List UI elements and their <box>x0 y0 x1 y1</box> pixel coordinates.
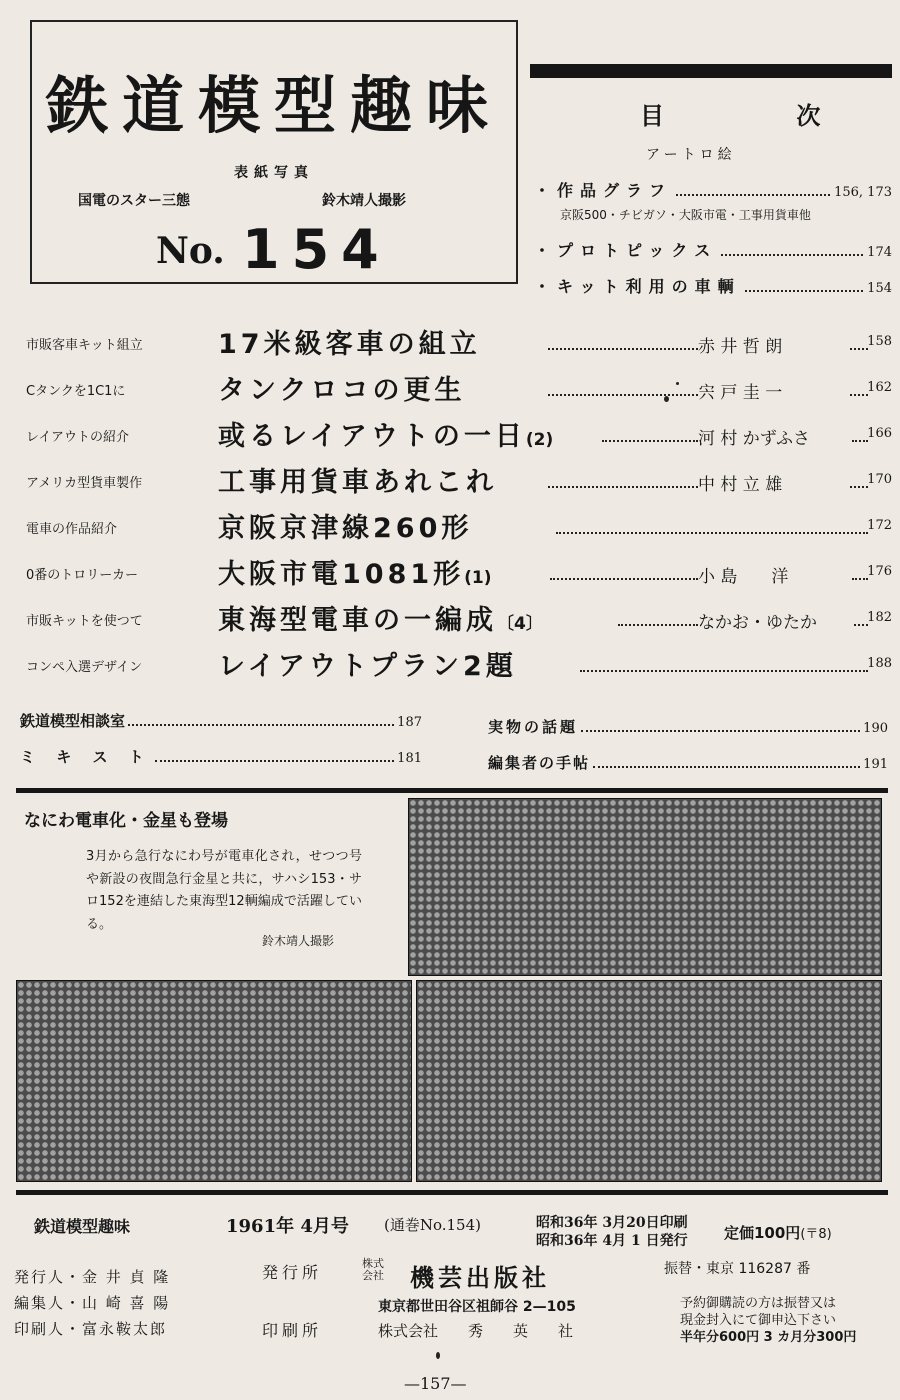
leader-dots <box>548 484 698 488</box>
article-page: 158 <box>867 334 892 349</box>
contents-subheading: アートロ絵 <box>646 147 736 163</box>
article-series: レイアウトの紹介 <box>26 430 129 445</box>
leader-dots <box>548 392 698 396</box>
section-divider <box>16 788 888 793</box>
magazine-title: 鉄道模型趣味 <box>45 69 502 142</box>
printer-name: 株式会社 秀 英 社 <box>378 1322 574 1340</box>
train-photo <box>416 980 882 1182</box>
leader-dots <box>128 715 394 726</box>
masthead-box <box>30 20 518 284</box>
contents-item <box>534 238 892 258</box>
article-row <box>20 460 892 500</box>
article-page: 182 <box>867 610 892 625</box>
article-page: 188 <box>867 656 892 671</box>
furikae-account: 振替・東京 116287 番 <box>664 1261 811 1277</box>
leader-dots <box>618 622 698 626</box>
leader-dots <box>854 622 868 626</box>
article-series: 市販キットを使つて <box>26 614 143 629</box>
contents-item <box>534 178 892 198</box>
article-author: 宍 戸 圭 一 <box>698 383 783 403</box>
article-series: 電車の作品紹介 <box>26 522 118 537</box>
contents-item-page: 156, 173 <box>834 185 892 200</box>
article-page: 162 <box>867 380 892 395</box>
article-series: 市販客車キット組立 <box>26 338 143 353</box>
article-title: 東海型電車の一編成〔4〕 <box>218 605 543 636</box>
misc-item-page: 191 <box>863 757 888 772</box>
leader-dots <box>850 484 868 488</box>
subscription-note: 予約御購読の方は振替又は <box>680 1296 837 1311</box>
colophon-issue: 1961年 4月号 <box>226 1216 349 1237</box>
article-title: 工事用貨車あれこれ <box>218 467 497 498</box>
article-page: 172 <box>867 518 892 533</box>
article-row <box>20 644 892 684</box>
misc-item-label: ミ キ ス ト <box>20 748 152 766</box>
printer-label: 印刷所 <box>262 1321 323 1340</box>
publisher-name: 機芸出版社 <box>410 1264 550 1292</box>
train-photo <box>16 980 412 1182</box>
article-title: タンクロコの更生 <box>218 375 466 406</box>
article-series: Cタンクを1C1に <box>26 384 126 399</box>
article-title: 大阪市電1081形(1) <box>218 559 492 590</box>
misc-item <box>20 746 422 766</box>
issue-prefix: No. <box>156 230 225 272</box>
publisher-address: 東京都世田谷区祖師谷 2—105 <box>378 1299 576 1315</box>
article-row <box>20 322 892 362</box>
editor-person: 編集人・山 崎 喜 陽 <box>14 1294 171 1312</box>
article-author: 河 村 かずふさ <box>698 429 810 449</box>
publisher-label: 発行所 <box>262 1263 323 1282</box>
article-series: 0番のトロリーカー <box>26 568 139 583</box>
misc-item <box>488 716 888 736</box>
article-row <box>20 552 892 592</box>
graph-detail: 京阪500・チビガソ・大阪市電・工事用貨車他 <box>560 208 811 222</box>
contents-bar <box>530 64 892 78</box>
print-speck <box>664 396 669 402</box>
leader-dots <box>852 438 868 442</box>
colophon-price: 定価100円(〒8) <box>724 1224 832 1242</box>
subscription-price: 半年分600円 3 カ月分300円 <box>680 1330 857 1345</box>
feature-body: 3月から急行なにわ号が電車化され，せつつ号や新設の夜間急行金星と共に，サハシ153・サロ152を連結した東海型12輌編成で活躍している。 <box>86 849 362 932</box>
misc-item <box>488 752 888 772</box>
leader-dots <box>721 244 863 256</box>
cover-photo-label: 表紙写真 <box>234 165 314 181</box>
misc-item-label: 編集者の手帖 <box>488 754 591 772</box>
contents-item <box>534 274 892 294</box>
leader-dots <box>155 751 395 762</box>
contents-item-label: ・プロトピックス <box>534 241 718 260</box>
leader-dots <box>580 668 868 672</box>
leader-dots <box>850 392 868 396</box>
publisher-person: 発行人・金 井 貞 隆 <box>14 1268 171 1286</box>
article-title: 17米級客車の組立 <box>218 329 481 360</box>
cover-caption: 国電のスター三態 <box>78 193 190 209</box>
publisher-corp-mark: 株式会社 <box>362 1257 384 1282</box>
misc-item-page: 181 <box>397 751 422 766</box>
leader-dots <box>676 184 830 196</box>
colophon-publish-date: 昭和36年 4月 1 日発行 <box>536 1233 688 1249</box>
article-title: レイアウトプラン2題 <box>218 651 517 682</box>
issue-number: 154 <box>242 218 391 281</box>
article-author: 中 村 立 雄 <box>698 475 783 495</box>
misc-item-page: 190 <box>863 721 888 736</box>
misc-item-label: 実物の話題 <box>488 718 579 736</box>
leader-dots <box>850 346 868 350</box>
misc-item-page: 187 <box>397 715 422 730</box>
leader-dots <box>745 280 863 292</box>
contents-heading: 目 次 <box>640 102 883 130</box>
article-row <box>20 414 892 454</box>
subscription-note: 現金封入にて御申込下さい <box>680 1313 837 1328</box>
feature-credit: 鈴木靖人撮影 <box>262 934 335 948</box>
cover-credit: 鈴木靖人撮影 <box>322 193 406 209</box>
leader-dots <box>556 530 868 534</box>
printer-person: 印刷人・富永鞍太郎 <box>14 1320 168 1338</box>
leader-dots <box>593 757 860 768</box>
contents-item-label: ・作品グラフ <box>534 181 673 200</box>
colophon-divider <box>16 1190 888 1195</box>
article-row <box>20 506 892 546</box>
article-page: 166 <box>867 426 892 441</box>
article-title: 或るレイアウトの一日(2) <box>218 421 554 452</box>
misc-item <box>20 710 422 730</box>
article-series: アメリカ型貨車製作 <box>26 476 143 491</box>
print-speck <box>676 382 679 385</box>
article-author: なかお・ゆたか <box>698 613 817 633</box>
leader-dots <box>548 346 698 350</box>
leader-dots <box>581 721 860 732</box>
article-page: 176 <box>867 564 892 579</box>
article-title: 京阪京津線260形 <box>218 513 473 544</box>
contents-item-page: 174 <box>867 245 892 260</box>
article-author: 赤 井 哲 朗 <box>698 337 783 357</box>
leader-dots <box>550 576 698 580</box>
colophon-volume: (通巻No.154) <box>384 1216 481 1234</box>
contents-item-page: 154 <box>867 281 892 296</box>
article-author: 小 島 洋 <box>698 567 789 587</box>
article-page: 170 <box>867 472 892 487</box>
leader-dots <box>602 438 698 442</box>
feature-title: なにわ電車化・金星も登場 <box>24 811 228 831</box>
article-series: コンペ入選デザイン <box>26 660 143 675</box>
print-speck <box>436 1352 440 1359</box>
misc-item-label: 鉄道模型相談室 <box>20 712 126 730</box>
train-photo <box>408 798 882 976</box>
colophon-print-date: 昭和36年 3月20日印刷 <box>536 1215 688 1231</box>
article-row <box>20 368 892 408</box>
article-row <box>20 598 892 638</box>
leader-dots <box>852 576 868 580</box>
page-number: —157— <box>404 1374 467 1393</box>
colophon-magazine: 鉄道模型趣味 <box>34 1217 131 1236</box>
contents-item-label: ・キット利用の車輌 <box>534 277 741 296</box>
